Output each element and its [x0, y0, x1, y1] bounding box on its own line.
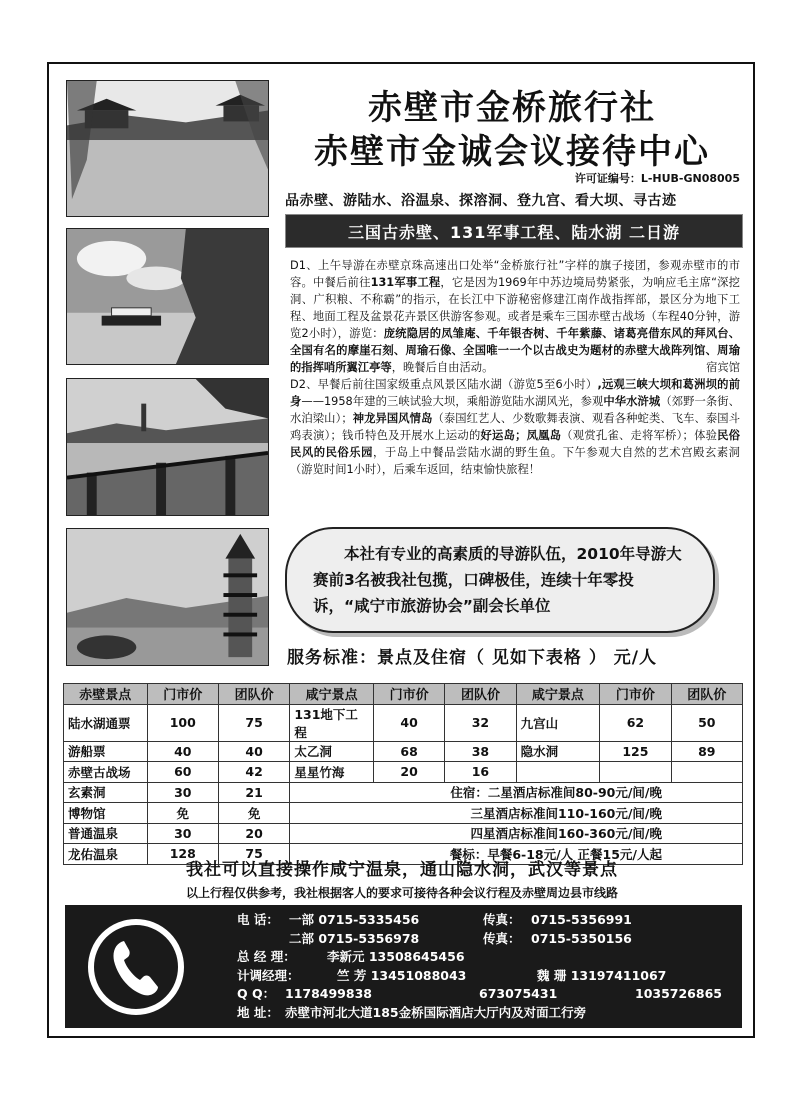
- tour-banner: 三国古赤壁、131军事工程、陆水湖 二日游: [285, 214, 743, 248]
- table-row: [64, 741, 743, 762]
- contact-box: 电 话： 一部 0715-5335456 传真： 0715-5356991 二部 0715-5356978 传真： 0715-5350156 总 经 理： 李新元 13508645456 计调经理： 竺 芳 13451088043 魏 珊 13197411067 Q Q： 1178499838 673075431 1035726865 地 址： 赤壁市河北大道185金桥国际酒店大厅内及对面工行旁: [65, 905, 742, 1028]
- phone-icon: [88, 919, 184, 1015]
- table-cell: 68: [373, 741, 444, 762]
- table-cell: 75: [218, 844, 289, 865]
- dept2-phone: 二部 0715-5356978: [289, 930, 420, 946]
- table-row: [64, 762, 743, 783]
- qq-1: 1178499838: [285, 986, 372, 1001]
- table-cell: 太乙洞: [290, 741, 374, 762]
- table-header-cell: 门市价: [600, 684, 671, 705]
- table-cell: 星星竹海: [290, 762, 374, 783]
- table-header-cell: 咸宁景点: [516, 684, 600, 705]
- fax1: 0715-5356991: [531, 912, 632, 927]
- table-cell: 玄素洞: [64, 782, 148, 803]
- table-note-cell: 四星酒店标准间160-360元/间/晚: [290, 823, 743, 844]
- fax2: 0715-5350156: [531, 930, 632, 946]
- d2-segment: 神龙异国风情岛: [352, 412, 433, 425]
- table-header-cell: 团队价: [671, 684, 742, 705]
- table-cell: [671, 762, 742, 783]
- pagoda-photo: [66, 528, 269, 666]
- qq-3: 1035726865: [635, 986, 722, 1001]
- d2-segment: ,远观三峡大坝和葛洲坝的前身: [290, 378, 741, 408]
- license-number: 许可证编号：L-HUB-GN08005: [574, 172, 740, 185]
- table-cell: 龙佑温泉: [64, 844, 148, 865]
- promo-cloud: 本社有专业的高素质的导游队伍，2010年导游大赛前3名被我社包揽，口碑极佳，连续十年零投诉，“咸宁市旅游协会”副会长单位: [285, 527, 715, 633]
- d2-segment: D2、早餐后前往国家级重点风景区陆水湖（游览5至6小时）: [290, 378, 598, 391]
- table-cell: 89: [671, 741, 742, 762]
- d2-segment: （观赏孔雀、走将军桥）；体验: [561, 429, 718, 442]
- d2-segment: （郊野一条街、水泊梁山）；: [290, 395, 740, 425]
- table-cell: 普通温泉: [64, 823, 148, 844]
- table-cell: 62: [600, 704, 671, 741]
- d1-segment: ，晚餐后自由活动。: [391, 361, 494, 374]
- table-cell: [516, 762, 600, 783]
- table-row: [64, 823, 743, 844]
- table-header-cell: 门市价: [373, 684, 444, 705]
- d2-segment: 民俗民风的民俗乐园: [290, 429, 740, 459]
- coordinator-1: 竺 芳 13451088043: [337, 967, 467, 983]
- table-cell: 16: [445, 762, 516, 783]
- d2-segment: ，于岛上中餐品尝陆水湖的野生鱼。下午参观大自然的艺术宫殿玄素洞（游览时间1小时），后乘车返回，结束愉快旅程！: [290, 446, 740, 476]
- lake-pavilion-photo: [66, 80, 269, 217]
- table-cell: 75: [218, 704, 289, 741]
- direct-operation-note: 我社可以直接操作咸宁温泉，通山隐水洞，武汉等景点: [186, 860, 618, 880]
- d2-segment: 好运岛；凤凰岛: [480, 429, 562, 442]
- highlights-text: 品赤壁、游陆水、浴温泉、探溶洞、登九宫、看大坝、寻古迹: [285, 193, 677, 209]
- service-standard: 服务标准：景点及住宿（ 见如下表格 ） 元/人: [287, 648, 657, 668]
- table-cell: 30: [147, 823, 218, 844]
- d1-segment: ，它是因为1969年中苏边境局势紧张，为响应毛主席“深挖洞、广积粮、不称霸”的指示，在长江中下游秘密修建江南作战指挥部，景区分为地下工程、地面工程及盆景花卉景区供游客参观。或者是乘车三国赤壁古战场（车程40分钟，游览2小时），游览：: [290, 276, 740, 340]
- table-cell: 40: [373, 704, 444, 741]
- table-cell: 32: [445, 704, 516, 741]
- table-cell: [600, 762, 671, 783]
- day1-accommodation: 宿宾馆: [706, 361, 740, 374]
- d2-segment: ——1958年建的三峡试验大坝，乘船游览陆水湖风光，参观: [301, 395, 604, 408]
- price-table: [63, 683, 743, 865]
- d2-segment: （泰国红艺人、少数歌舞表演、观看各种蛇类、飞车、泰国斗鸡表演）；钱币特色及开展水上运动的: [290, 412, 740, 442]
- table-cell: 隐水洞: [516, 741, 600, 762]
- itinerary: [290, 257, 740, 478]
- table-cell: 21: [218, 782, 289, 803]
- table-header-cell: 赤壁景点: [64, 684, 148, 705]
- table-header-cell: 团队价: [218, 684, 289, 705]
- table-note-cell: 餐标：早餐6-18元/人 正餐15元/人起: [290, 844, 743, 865]
- table-note-cell: 三星酒店标准间110-160元/间/晚: [290, 803, 743, 824]
- table-cell: 陆水湖通票: [64, 704, 148, 741]
- table-cell: 100: [147, 704, 218, 741]
- dept1-phone: 一部 0715-5335456: [289, 912, 420, 927]
- table-cell: 131地下工程: [290, 704, 374, 741]
- table-row: [64, 704, 743, 741]
- table-cell: 38: [445, 741, 516, 762]
- cliff-river-photo: [66, 228, 269, 365]
- table-cell: 20: [218, 823, 289, 844]
- table-cell: 博物馆: [64, 803, 148, 824]
- table-cell: 免: [147, 803, 218, 824]
- table-note-cell: 住宿：二星酒店标准间80-90元/间/晚: [290, 782, 743, 803]
- table-cell: 赤壁古战场: [64, 762, 148, 783]
- railing-lake-photo: [66, 378, 269, 516]
- d1-segment: 庞统隐居的凤雏庵、千年银杏树、千年紫藤、诸葛亮借东风的拜风台、全国有名的摩崖石刻、周瑜石像、全国唯一一个以古战史为题材的赤壁大战阵列馆、周瑜的指挥哨所翼江亭等: [290, 327, 740, 374]
- table-header-cell: 门市价: [147, 684, 218, 705]
- table-cell: 42: [218, 762, 289, 783]
- day1-text: [290, 257, 740, 376]
- table-cell: 125: [600, 741, 671, 762]
- table-header-cell: 咸宁景点: [290, 684, 374, 705]
- address: 赤壁市河北大道185金桥国际酒店大厅内及对面工行旁: [285, 1004, 587, 1020]
- disclaimer-note: 以上行程仅供参考，我社根据客人的要求可接待各种会议行程及赤壁周边县市线路: [185, 886, 618, 900]
- table-cell: 60: [147, 762, 218, 783]
- table-cell: 40: [147, 741, 218, 762]
- d1-segment: D1、上午导游在赤壁京珠高速出口处举“金桥旅行社”字样的旗子接团，参观赤壁市的市容。中餐后前往: [290, 259, 740, 289]
- table-cell: 50: [671, 704, 742, 741]
- table-cell: 20: [373, 762, 444, 783]
- table-row: [64, 803, 743, 824]
- table-row: [64, 782, 743, 803]
- table-header-cell: 团队价: [445, 684, 516, 705]
- table-cell: 128: [147, 844, 218, 865]
- coordinator-2: 魏 珊 13197411067: [537, 967, 667, 983]
- table-cell: 游船票: [64, 741, 148, 762]
- qq-2: 673075431: [479, 986, 558, 1001]
- agency-title: 赤壁市金桥旅行社: [368, 88, 656, 128]
- table-header-row: [64, 684, 743, 705]
- d2-segment: 中华水浒城: [603, 395, 661, 408]
- gm-contact: 李新元 13508645456: [327, 949, 465, 964]
- table-cell: 40: [218, 741, 289, 762]
- table-cell: 免: [218, 803, 289, 824]
- table-cell: 30: [147, 782, 218, 803]
- center-title: 赤壁市金诚会议接待中心: [314, 132, 710, 172]
- d1-segment: 131军事工程: [370, 276, 441, 289]
- table-cell: 九宫山: [516, 704, 600, 741]
- day2-text: [290, 376, 740, 478]
